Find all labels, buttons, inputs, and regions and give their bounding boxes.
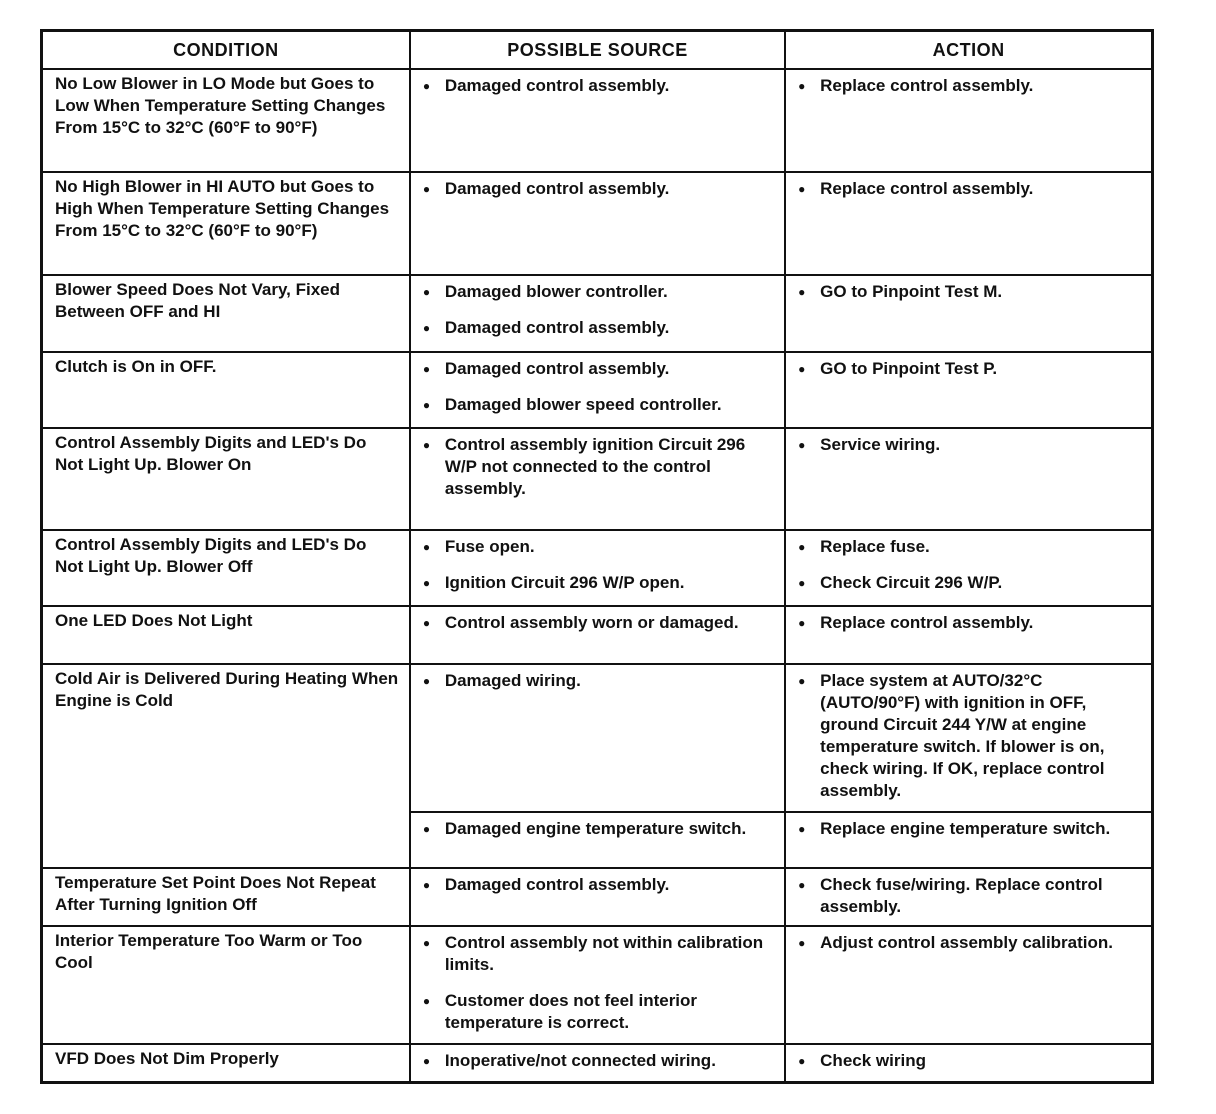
table-row — [42, 926, 1153, 1044]
source-cell-item: ● Ignition Circuit 296 W/P open. — [423, 572, 774, 594]
source-cell-item: ● Damaged control assembly. — [423, 317, 774, 339]
header-possible-source: POSSIBLE SOURCE — [410, 31, 785, 70]
source-cell-item: ● Damaged blower controller. — [423, 281, 774, 303]
condition-cell — [42, 606, 410, 664]
source-cell — [410, 664, 785, 812]
diagnosis-table — [40, 29, 1154, 1084]
action-cell — [785, 868, 1152, 926]
action-cell-item: ● Replace fuse. — [798, 536, 1141, 558]
condition-cell — [42, 1044, 410, 1082]
header-action: ACTION — [785, 31, 1152, 70]
table-row — [42, 606, 1153, 664]
source-cell — [410, 69, 785, 172]
action-cell-item: ● Service wiring. — [798, 434, 1141, 456]
condition-text: One LED Does Not Light — [55, 611, 253, 630]
table-row — [42, 530, 1153, 606]
source-cell — [410, 812, 785, 868]
action-cell — [785, 664, 1152, 812]
source-cell — [410, 172, 785, 275]
action-cell-item: ● GO to Pinpoint Test M. — [798, 281, 1141, 303]
source-cell — [410, 352, 785, 428]
condition-text: Clutch is On in OFF. — [55, 357, 217, 376]
action-cell-item: ● Check Circuit 296 W/P. — [798, 572, 1141, 594]
table-row — [42, 428, 1153, 530]
action-cell — [785, 428, 1152, 530]
action-cell-item: ● Replace control assembly. — [798, 75, 1141, 97]
table-header — [42, 31, 1153, 70]
table-row — [42, 664, 1153, 812]
source-cell-item: ● Damaged engine temperature switch. — [423, 818, 774, 840]
table-row — [42, 69, 1153, 172]
condition-text: Cold Air is Delivered During Heating When Engine is Cold — [55, 669, 399, 710]
source-cell-item: ● Customer does not feel interior temperature is correct. — [423, 990, 774, 1034]
action-cell — [785, 530, 1152, 606]
source-cell — [410, 868, 785, 926]
header-condition: CONDITION — [42, 31, 410, 70]
action-cell-item: ● Place system at AUTO/32°C (AUTO/90°F) with ignition in OFF, ground Circuit 244 Y/W at engine temperature switch. If blower is on, check wiring. If OK, replace control assembly. — [798, 670, 1141, 802]
source-cell — [410, 530, 785, 606]
table-row — [42, 352, 1153, 428]
source-cell-item: ● Damaged blower speed controller. — [423, 394, 774, 416]
table-row — [42, 868, 1153, 926]
action-cell-item: ● Check wiring — [798, 1050, 1141, 1072]
condition-cell — [42, 69, 410, 172]
source-cell — [410, 1044, 785, 1082]
action-cell — [785, 352, 1152, 428]
condition-text: Control Assembly Digits and LED's Do Not Light Up. Blower On — [55, 433, 367, 474]
action-cell-item: ● GO to Pinpoint Test P. — [798, 358, 1141, 380]
source-cell-item: ● Control assembly ignition Circuit 296 W/P not connected to the control assembly. — [423, 434, 774, 500]
condition-cell — [42, 926, 410, 1044]
action-cell-item: ● Adjust control assembly calibration. — [798, 932, 1141, 954]
source-cell — [410, 926, 785, 1044]
condition-cell — [42, 868, 410, 926]
condition-text: No Low Blower in LO Mode but Goes to Low When Temperature Setting Changes From 15°C to 32°C (60°F to 90°F) — [55, 74, 386, 137]
source-cell-item: ● Control assembly worn or damaged. — [423, 612, 774, 634]
condition-text: Blower Speed Does Not Vary, Fixed Between OFF and HI — [55, 280, 340, 321]
source-cell-item: ● Inoperative/not connected wiring. — [423, 1050, 774, 1072]
source-cell-item: ● Damaged control assembly. — [423, 75, 774, 97]
action-cell-item: ● Replace control assembly. — [798, 178, 1141, 200]
action-cell-item: ● Check fuse/wiring. Replace control assembly. — [798, 874, 1141, 918]
action-cell — [785, 275, 1152, 352]
condition-cell — [42, 352, 410, 428]
table-body — [42, 69, 1153, 1082]
action-cell — [785, 812, 1152, 868]
source-cell — [410, 606, 785, 664]
condition-cell — [42, 530, 410, 606]
source-cell — [410, 428, 785, 530]
condition-text: No High Blower in HI AUTO but Goes to High When Temperature Setting Changes From 15°C to 32°C (60°F to 90°F) — [55, 177, 390, 240]
source-cell-item: ● Damaged control assembly. — [423, 178, 774, 200]
condition-cell — [42, 172, 410, 275]
condition-cell — [42, 275, 410, 352]
action-cell — [785, 1044, 1152, 1082]
action-cell-item: ● Replace control assembly. — [798, 612, 1141, 634]
table-row — [42, 1044, 1153, 1082]
table-row — [42, 275, 1153, 352]
source-cell-item: ● Fuse open. — [423, 536, 774, 558]
condition-text: Control Assembly Digits and LED's Do Not Light Up. Blower Off — [55, 535, 367, 576]
action-cell — [785, 172, 1152, 275]
condition-text: VFD Does Not Dim Properly — [55, 1049, 279, 1068]
action-cell — [785, 926, 1152, 1044]
source-cell-item: ● Damaged control assembly. — [423, 358, 774, 380]
source-cell-item: ● Control assembly not within calibration limits. — [423, 932, 774, 976]
action-cell — [785, 69, 1152, 172]
condition-cell — [42, 664, 410, 868]
action-cell — [785, 606, 1152, 664]
source-cell — [410, 275, 785, 352]
condition-text: Interior Temperature Too Warm or Too Cool — [55, 931, 363, 972]
source-cell-item: ● Damaged wiring. — [423, 670, 774, 692]
source-cell-item: ● Damaged control assembly. — [423, 874, 774, 896]
header-row — [42, 31, 1153, 70]
table-row — [42, 172, 1153, 275]
action-cell-item: ● Replace engine temperature switch. — [798, 818, 1141, 840]
condition-cell — [42, 428, 410, 530]
condition-text: Temperature Set Point Does Not Repeat After Turning Ignition Off — [55, 873, 376, 914]
